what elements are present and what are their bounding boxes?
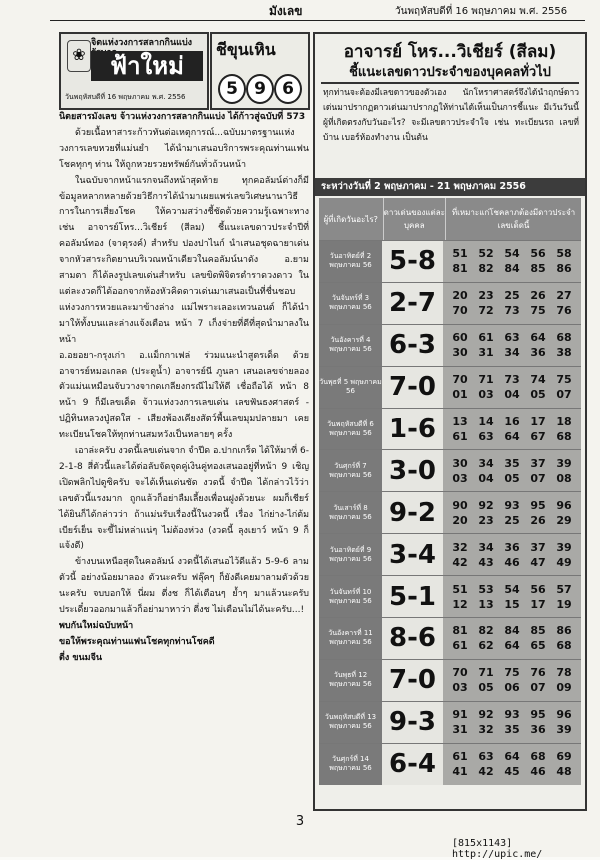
table-row bbox=[319, 659, 581, 701]
lucky-number: 61 bbox=[452, 639, 468, 653]
lucky-number: 34 bbox=[478, 456, 494, 470]
editorial-lead: นิตยสารมังเลข จ้าวแห่งวงการสลากกินแบ่ง ได้ก้าวสู่ฉบับที่ 573 bbox=[59, 112, 306, 122]
lucky-number: 70 bbox=[452, 666, 468, 680]
lucky-number: 38 bbox=[556, 346, 572, 360]
logo-name: ฟ้าใหม่ bbox=[91, 51, 203, 81]
lucky-number: 07 bbox=[556, 388, 572, 402]
birth-day: วันพุธที่ 12 พฤษภาคม 56 bbox=[319, 660, 382, 701]
col-head-day: ผู้ที่เกิดวันอะไร? bbox=[319, 198, 384, 240]
lucky-number: 27 bbox=[556, 289, 572, 303]
lucky-numbers bbox=[443, 660, 581, 701]
lucky-number: 51 bbox=[452, 247, 468, 261]
table-row bbox=[319, 408, 581, 450]
editorial-paragraph: ข้างบนเหนือสุดในคอลัมน์ งวดนี้ได้เสนอไว้ดีแล้ว 5-9-6 ลามตัวนี้ อย่างน้อยมาลอง ตัวนะครับ ฟลุ๊คๆ ก็ยังดีเคยมาลามตัวด้วยนะครับ จบบอกให้ นี่ผม ตี่งช ก็ได้เตือนๆ ยํ้าๆ มาแล้วนะครับ ประเดี๋ยวออกมาแล้วก็อย่ามาหาว่า ตี่งช ไม่เตือนไม่ได้นะครับ...! bbox=[59, 557, 309, 616]
birth-day: วันอังคารที่ 4 พฤษภาคม 56 bbox=[319, 325, 382, 366]
lucky-number: 35 bbox=[504, 723, 520, 737]
lucky-number: 93 bbox=[504, 498, 520, 512]
lucky-number: 04 bbox=[504, 388, 520, 402]
lucky-number: 25 bbox=[504, 513, 520, 527]
table-row bbox=[319, 449, 581, 491]
birth-day: วันศุกร์ที่ 14 พฤษภาคม 56 bbox=[319, 744, 382, 785]
lucky-number: 81 bbox=[452, 262, 468, 276]
logo-dept: จิตแห่งวงการสลากกินแบ่ง bbox=[91, 38, 193, 48]
birth-day: วันจันทร์ที่ 10 พฤษภาคม 56 bbox=[319, 576, 382, 617]
emblem-icon: ❀ bbox=[67, 40, 91, 72]
lucky-number: 58 bbox=[556, 247, 572, 261]
closing-line: พบกันใหม่ฉบับหน้า bbox=[59, 621, 134, 631]
panel-subtitle: ชี้แนะเลขดาวประจำของบุคคลทั่วไป bbox=[349, 65, 551, 80]
lucky-number: 17 bbox=[530, 415, 546, 428]
editorial-paragraph: ด้วยเนื้อหาสาระก้าวทันต่อเหตุการณ์...ฉบับมาตรฐานแห่งวงการเลขหวยที่แม่นยำ ได้นำมาเสนอบริการพระคุณท่านแฟนโชคทุกๆ ท่าน ให้ถูกหวยรวยทรัพย์กันทั่วถ้วนหน้า bbox=[59, 127, 309, 170]
lucky-pair: 1-6 bbox=[382, 409, 443, 450]
lucky-number: 61 bbox=[478, 331, 494, 345]
lucky-number: 35 bbox=[504, 456, 520, 470]
lucky-number: 16 bbox=[504, 415, 520, 428]
table-row bbox=[319, 366, 581, 408]
lucky-pair: 5-8 bbox=[382, 241, 443, 282]
lucky-number: 23 bbox=[478, 513, 494, 527]
lucky-pair: 8-6 bbox=[382, 618, 443, 659]
editorial-paragraph: อ.อยอยา-กรุงเก่า อ.แม็กกาเฟล่ ร่วมแนะนำสูตรเด็ด ด้วย อาจารย์หมอเกลด (ประตูน้ำ) อาจารย์นี ภูนลา เสนอเลขจ่ายลองตัวแม่นเหมือนจับวางจากดเกลียงกรณีไม่ให้ดี เชื่อถือได้ หน้า 8 หน้า 9 ก็มีเลขเด็ด จ้าวแห่งวงการเลขเด่น เลขฟันธงศาสตร์ - ปฏิทินหลวงปู่สดใส - เสียงพ้องเคียงสัตว์พื้นเลขมุมปลายมา เคยทะเบียนโชคให้ทุกท่านสมหวังเป็นหลายๆ ครั้ง bbox=[59, 350, 309, 441]
lucky-number: 39 bbox=[556, 456, 572, 470]
lucky-number: 03 bbox=[478, 388, 494, 402]
lucky-number: 42 bbox=[478, 765, 494, 779]
lucky-number: 34 bbox=[478, 540, 494, 554]
lucky-numbers bbox=[443, 576, 581, 617]
lucky-number: 76 bbox=[530, 666, 546, 680]
lucky-numbers bbox=[443, 618, 581, 659]
lucky-number: 41 bbox=[452, 765, 468, 779]
lucky-number: 96 bbox=[556, 708, 572, 722]
lucky-number-table bbox=[319, 198, 581, 785]
lucky-number: 73 bbox=[504, 373, 520, 387]
lucky-number: 52 bbox=[478, 247, 494, 261]
lucky-number: 91 bbox=[452, 708, 468, 722]
panel-intro: ทุกท่านจะต้องมีเลขดาวของตัวเอง นักโหราศาสตร์จึงได้นำฤกษ์ดาวเด่นมาปรากฏดาวเด่นมาปรากฏให้ท่านได้เห็นเป็นการชี้แนะ มีเว้นวันนี้ผู้ที่เกิดตรงกับวันอะไร? จะมีเลขดาวประจำใจ เช่น ทะเบียนรถ เลขที่บ้าน เบอร์ห้องทำงาน เป็นต้น bbox=[323, 88, 579, 143]
lucky-number: 49 bbox=[556, 555, 572, 569]
lucky-numbers bbox=[443, 367, 581, 408]
lucky-number: 68 bbox=[556, 430, 572, 443]
lucky-number: 06 bbox=[504, 681, 520, 695]
lucky-number: 08 bbox=[556, 471, 572, 485]
lucky-number: 64 bbox=[530, 331, 546, 345]
lucky-number: 20 bbox=[452, 289, 468, 303]
lucky-number: 31 bbox=[478, 346, 494, 360]
lucky-number: 36 bbox=[530, 723, 546, 737]
lucky-number: 37 bbox=[530, 540, 546, 554]
lucky-number: 84 bbox=[504, 624, 520, 638]
birth-day: วันเสาร์ที่ 8 พฤษภาคม 56 bbox=[319, 492, 382, 533]
lucky-number: 74 bbox=[530, 373, 546, 387]
table-row bbox=[319, 617, 581, 659]
lucky-number: 67 bbox=[530, 430, 546, 443]
lucky-number: 04 bbox=[478, 471, 494, 485]
table-row bbox=[319, 533, 581, 575]
lucky-number: 03 bbox=[452, 471, 468, 485]
date-range-bar: ระหว่างวันที่ 2 พฤษภาคม - 21 พฤษภาคม 2556 bbox=[315, 178, 585, 196]
lucky-number: 15 bbox=[504, 597, 520, 611]
editorial-paragraph: เอาล่ะครับ งวดนี้เลขเด่นจาก จำปีด อ.ปากเกร็ด ได้ให้มาที่ 6-2-1-8 สี่ตัวนี้และได้ต่อลับจัดจุดคู่เงินคู่ทองเสนออยู่ที่หน้า 9 เชิญเปิดพลิกไปดูซิครับ จะได้เห็นเด่นชัด งวดนี้ จำปีด ได้กล่าวไว้ว่าเลขตัวนี้แรงมาก ถูกแล้วก็อย่าลืมเลี้ยงเพื่อนฝูงด้วยนะ ผมก็เชียร์ ได้ยินก็ได้กล่าวว่า ถ้าแม่นรับเรื่องนี้ในงวดนี้ เรื่อง ไก่ย่าง-ไก่ต้ม เบียร์เย็น จะขี้ไม่หล่าแน่ๆ ไม่ต้องห่วง (งวดนี้ ลุงเยาว์ หน้า 9 ก็แจ้งดี) bbox=[59, 446, 309, 552]
lucky-number: 19 bbox=[556, 597, 572, 611]
lucky-number: 13 bbox=[452, 415, 468, 428]
table-row bbox=[319, 324, 581, 366]
lucky-numbers bbox=[443, 702, 581, 743]
lucky-number: 68 bbox=[556, 331, 572, 345]
lucky-number: 95 bbox=[530, 708, 546, 722]
lucky-number: 76 bbox=[556, 304, 572, 318]
birth-day: วันอาทิตย์ที่ 9 พฤษภาคม 56 bbox=[319, 534, 382, 575]
lucky-number: 56 bbox=[530, 582, 546, 596]
lucky-number: 86 bbox=[556, 262, 572, 276]
lucky-number: 78 bbox=[556, 666, 572, 680]
lucky-number: 54 bbox=[504, 247, 520, 261]
lucky-pair: 5-1 bbox=[382, 576, 443, 617]
lucky-number: 60 bbox=[452, 331, 468, 345]
lucky-number: 07 bbox=[530, 681, 546, 695]
lucky-number: 75 bbox=[556, 373, 572, 387]
birth-day: วันพฤหัสบดีที่ 13 พฤษภาคม 56 bbox=[319, 702, 382, 743]
lucky-number: 32 bbox=[452, 540, 468, 554]
lucky-number: 56 bbox=[530, 247, 546, 261]
lucky-number: 34 bbox=[504, 346, 520, 360]
lucky-number: 43 bbox=[478, 555, 494, 569]
lucky-number: 68 bbox=[556, 639, 572, 653]
lucky-number: 05 bbox=[530, 388, 546, 402]
lucky-number: 81 bbox=[452, 624, 468, 638]
lucky-number: 84 bbox=[504, 262, 520, 276]
birth-day: วันศุกร์ที่ 7 พฤษภาคม 56 bbox=[319, 450, 382, 491]
lucky-number: 64 bbox=[504, 750, 520, 764]
lucky-number: 13 bbox=[478, 597, 494, 611]
lucky-pair: 3-0 bbox=[382, 450, 443, 491]
brand-title: ชีขุนเหิน bbox=[216, 40, 276, 59]
lucky-number: 30 bbox=[452, 456, 468, 470]
lucky-number: 54 bbox=[504, 582, 520, 596]
table-row bbox=[319, 575, 581, 617]
lucky-numbers bbox=[443, 534, 581, 575]
lucky-number: 65 bbox=[530, 639, 546, 653]
lucky-number: 01 bbox=[452, 388, 468, 402]
table-row bbox=[319, 240, 581, 282]
lucky-number: 36 bbox=[530, 346, 546, 360]
header-date: วันพฤหัสบดีที่ 16 พฤษภาคม พ.ศ. 2556 bbox=[395, 6, 568, 17]
header-rule bbox=[50, 20, 585, 21]
lucky-number: 46 bbox=[504, 555, 520, 569]
lucky-number: 45 bbox=[504, 765, 520, 779]
table-header bbox=[319, 198, 581, 240]
lucky-number: 75 bbox=[504, 666, 520, 680]
lucky-number: 64 bbox=[504, 639, 520, 653]
lucky-number: 17 bbox=[530, 597, 546, 611]
lucky-numbers bbox=[443, 492, 581, 533]
lucky-number: 05 bbox=[504, 471, 520, 485]
magazine-logo bbox=[59, 32, 209, 110]
page-number: 3 bbox=[295, 814, 305, 829]
lucky-number: 63 bbox=[478, 430, 494, 443]
lucky-pair: 3-4 bbox=[382, 534, 443, 575]
lucky-number: 18 bbox=[556, 415, 572, 428]
lucky-numbers bbox=[443, 241, 581, 282]
lucky-number: 39 bbox=[556, 540, 572, 554]
lucky-number: 71 bbox=[478, 373, 494, 387]
lucky-number: 20 bbox=[452, 513, 468, 527]
closing-line: ขอให้พระคุณท่านแฟนโชคทุกท่านโชคดี bbox=[59, 636, 215, 647]
lucky-number: 26 bbox=[530, 513, 546, 527]
header-brand: มังเลข bbox=[269, 4, 303, 18]
author-name: ตี่ง ขนมจีน bbox=[59, 652, 103, 663]
lucky-number: 71 bbox=[478, 666, 494, 680]
lucky-number: 95 bbox=[530, 498, 546, 512]
col-head-pair: ดาวเด่นของแต่ละบุคคล bbox=[384, 198, 447, 240]
lucky-number: 39 bbox=[556, 723, 572, 737]
birth-day: วันอังคารที่ 11 พฤษภาคม 56 bbox=[319, 618, 382, 659]
table-row bbox=[319, 743, 581, 785]
panel-title: อาจารย์ โหร...วิเชียร์ (สีลม) bbox=[343, 42, 557, 62]
lucky-number: 93 bbox=[504, 708, 520, 722]
lucky-numbers bbox=[443, 283, 581, 324]
logo-date: วันพฤหัสบดีที่ 16 พฤษภาคม พ.ศ. 2556 bbox=[65, 93, 186, 101]
lucky-numbers bbox=[443, 744, 581, 785]
lucky-numbers bbox=[443, 325, 581, 366]
table-row bbox=[319, 282, 581, 324]
lucky-number: 70 bbox=[452, 373, 468, 387]
table-row bbox=[319, 491, 581, 533]
lucky-number: 48 bbox=[556, 765, 572, 779]
birth-day: วันอาทิตย์ที่ 2 พฤษภาคม 56 bbox=[319, 241, 382, 282]
birth-day: วันจันทร์ที่ 3 พฤษภาคม 56 bbox=[319, 283, 382, 324]
brand-digit: 5 bbox=[218, 74, 246, 104]
image-reference: [815x1143] http://upic.me/ bbox=[452, 838, 543, 860]
lucky-number: 96 bbox=[556, 498, 572, 512]
lucky-number: 47 bbox=[530, 555, 546, 569]
brand-digit: 9 bbox=[246, 74, 274, 104]
lucky-number: 37 bbox=[530, 456, 546, 470]
birth-day: วันพฤหัสบดีที่ 6 พฤษภาคม 56 bbox=[319, 409, 382, 450]
lucky-pair: 2-7 bbox=[382, 283, 443, 324]
lucky-number: 36 bbox=[504, 540, 520, 554]
lucky-number: 73 bbox=[504, 304, 520, 318]
lucky-number: 30 bbox=[452, 346, 468, 360]
lucky-pair: 7-0 bbox=[382, 660, 443, 701]
lucky-number: 69 bbox=[556, 750, 572, 764]
lucky-number: 57 bbox=[556, 582, 572, 596]
lucky-pair: 9-3 bbox=[382, 702, 443, 743]
lucky-number: 53 bbox=[478, 582, 494, 596]
table-row bbox=[319, 701, 581, 743]
lucky-pair: 6-4 bbox=[382, 744, 443, 785]
lucky-number: 07 bbox=[530, 471, 546, 485]
lucky-number: 61 bbox=[452, 750, 468, 764]
lucky-number: 85 bbox=[530, 624, 546, 638]
lucky-number: 42 bbox=[452, 555, 468, 569]
lucky-number: 29 bbox=[556, 513, 572, 527]
editorial-paragraph: ในฉบับจากหน้าแรกจนถึงหน้าสุดท้าย ทุกคอลัมน์ต่างก็มีข้อมูลหลากหลายด้วยวิธีการได้นำมาเผยแพร่เลขวิเศษนานาวิธีการในการเสี่ยงโชค ให้ความสว่างชี้ชัดด้วยความรู้เฉพาะทาง เช่น อาจารย์โหร...วิเชียร์ (สีลม) ชี้แนะเลขดาวประจำปีที่ คอลัมน์ทอง (จาตุรงค์) สำหรับ ปองปาไนก์ นำเสนอชุดฉายาเด่น จากหัวสาระกิตยานบริเวณหน้าเดียวในคอลัมน์นาดัง อ.ยามสามตา ก็ได้ลงรูปเลขเด่นสำหรับ เลขขิดพิจิตรตำราดวงดาว ในแต่ละงวดก็ได้ออกจากห้องหัวคิดดาวเด่นมาเสนอเป็นที่ชื่นชอบแห่งวงการหวยและมาข้างล่าง แม่ไพราะเลอะเทวนอนต์ ก็ได้นำมาให้ทั้งบนและล่างแจ้งเตือน หน้า 7 เก็งจ่ายที่ดีที่สุดนำมาลงในหน้า bbox=[59, 175, 309, 345]
panel-rule bbox=[321, 82, 579, 84]
lucky-number: 68 bbox=[530, 750, 546, 764]
lucky-number: 70 bbox=[452, 304, 468, 318]
lucky-number: 92 bbox=[478, 708, 494, 722]
table-body bbox=[319, 240, 581, 785]
lucky-number: 12 bbox=[452, 597, 468, 611]
lucky-pair: 7-0 bbox=[382, 367, 443, 408]
astrology-panel bbox=[313, 32, 587, 811]
lucky-number: 32 bbox=[478, 723, 494, 737]
lucky-number: 85 bbox=[530, 262, 546, 276]
lucky-number: 62 bbox=[478, 639, 494, 653]
lucky-pair: 6-3 bbox=[382, 325, 443, 366]
lucky-number: 03 bbox=[452, 681, 468, 695]
lucky-number: 90 bbox=[452, 498, 468, 512]
brand-box bbox=[210, 32, 310, 110]
col-head-numbers: ที่เหมาะแก่โชคลาภต้องมีดาวประจำเลขเด็ดนี้ bbox=[451, 208, 576, 230]
lucky-number: 51 bbox=[452, 582, 468, 596]
lucky-number: 64 bbox=[504, 430, 520, 443]
brand-digit: 6 bbox=[274, 74, 302, 104]
lucky-number: 05 bbox=[478, 681, 494, 695]
lucky-number: 46 bbox=[530, 765, 546, 779]
lucky-number: 82 bbox=[478, 262, 494, 276]
birth-day: วันพุธที่ 5 พฤษภาคม 56 bbox=[319, 367, 382, 408]
lucky-number: 61 bbox=[452, 430, 468, 443]
lucky-numbers bbox=[443, 450, 581, 491]
lucky-number: 82 bbox=[478, 624, 494, 638]
lucky-number: 31 bbox=[452, 723, 468, 737]
lucky-number: 63 bbox=[504, 331, 520, 345]
lucky-number: 63 bbox=[478, 750, 494, 764]
lucky-number: 86 bbox=[556, 624, 572, 638]
lucky-number: 09 bbox=[556, 681, 572, 695]
lucky-number: 72 bbox=[478, 304, 494, 318]
lucky-number: 25 bbox=[504, 289, 520, 303]
editorial-column bbox=[59, 110, 309, 812]
lucky-number: 23 bbox=[478, 289, 494, 303]
lucky-number: 75 bbox=[530, 304, 546, 318]
lucky-number: 26 bbox=[530, 289, 546, 303]
lucky-numbers bbox=[443, 409, 581, 450]
lucky-number: 92 bbox=[478, 498, 494, 512]
lucky-pair: 9-2 bbox=[382, 492, 443, 533]
brand-digits bbox=[218, 74, 302, 104]
lucky-number: 14 bbox=[478, 415, 494, 428]
